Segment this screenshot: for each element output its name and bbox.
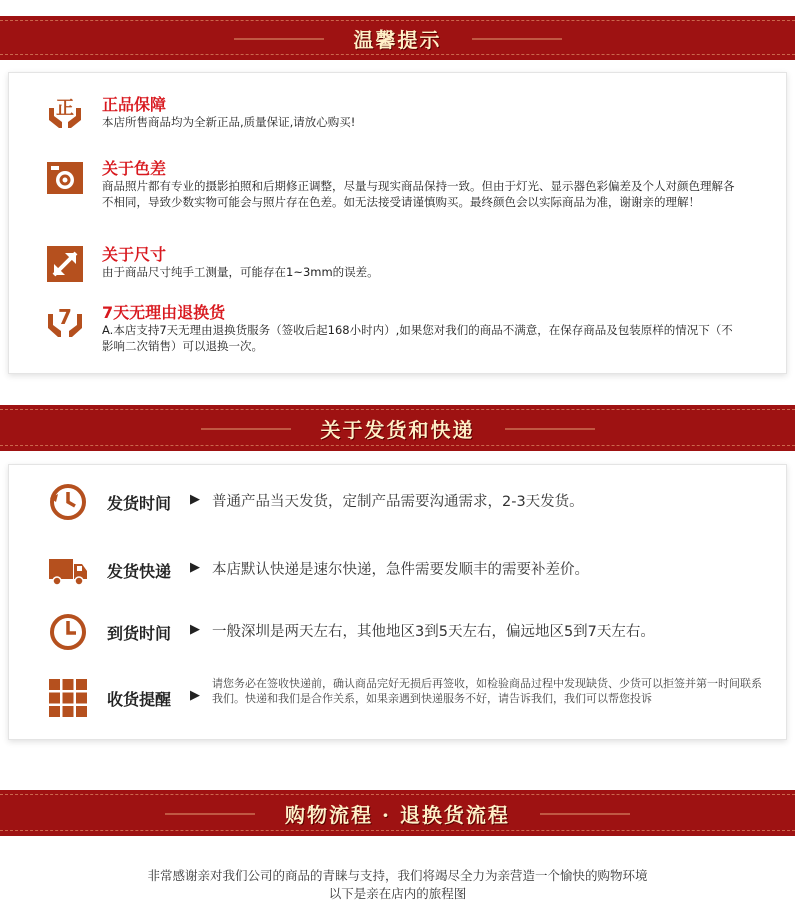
tip-text: 由于商品尺寸纯手工测量，可能存在1~3mm的误差。 [102, 265, 379, 279]
process-header-band [0, 790, 795, 836]
arrow-icon: ▶ [190, 492, 200, 507]
shipping-header-band [0, 405, 795, 451]
arrow-icon: ▶ [190, 560, 200, 575]
arrow-icon: ▶ [190, 622, 200, 637]
footer-line-1: 非常感谢亲对我们公司的商品的青睐与支持，我们将竭尽全力为亲营造一个愉快的购物环境 [147, 868, 648, 883]
row-text: 本店默认快递是速尔快递，急件需要发顺丰的需要补差价。 [212, 562, 589, 578]
shipping-row-courier [48, 550, 768, 590]
clock-icon [48, 612, 88, 652]
row-text: 普通产品当天发货，定制产品需要沟通需求，2-3天发货。 [212, 494, 584, 510]
tip-size [45, 242, 735, 288]
footer-line-2: 以下是亲在店内的旅程图 [328, 886, 467, 901]
tip-text: 本店所售商品均为全新正品,质量保证,请放心购买! [102, 115, 356, 129]
row-text: 请您务必在签收快递前，确认商品完好无损后再签收，如检验商品过程中发现缺货、少货可以拒签并第一时间联系我们。快递和我们是合作关系，如果亲遇到快递服务不好，请告诉我们，我们可以帮您投诉 [212, 677, 762, 705]
row-label: 发货时间 [107, 494, 172, 513]
grid-icon [48, 678, 88, 718]
tip-genuine [45, 92, 735, 142]
seven-day-return-icon [45, 302, 85, 342]
svg-text:正: 正 [56, 98, 74, 119]
shipping-header-title: 关于发货和快递 [291, 414, 505, 443]
truck-icon [48, 550, 88, 590]
row-text: 一般深圳是两天左右，其他地区3到5天左右，偏远地区5到7天左右。 [212, 624, 655, 640]
tip-return [45, 300, 735, 360]
tips-header-title: 温馨提示 [324, 24, 472, 53]
row-label: 收货提醒 [107, 690, 172, 709]
row-label: 到货时间 [107, 624, 172, 643]
tip-color [45, 156, 735, 226]
resize-arrow-icon [45, 244, 85, 284]
shipping-row-dispatch-time [48, 482, 768, 522]
process-header-title: 购物流程 · 退换货流程 [255, 799, 540, 828]
tip-title: 关于色差 [102, 159, 167, 178]
svg-text:7: 7 [58, 305, 72, 329]
tip-text: A.本店支持7天无理由退换货服务（签收后起168小时内）,如果您对我们的商品不满意，在保存商品及包装原样的情况下（不影响二次销售）可以退换一次。 [102, 323, 733, 353]
shipping-row-receipt-reminder [48, 678, 768, 724]
tip-title: 7天无理由退换货 [102, 303, 226, 322]
tips-header-band [0, 16, 795, 60]
row-label: 发货快递 [107, 562, 172, 581]
tip-title: 关于尺寸 [102, 245, 167, 264]
camera-icon [45, 158, 85, 198]
genuine-hands-icon [45, 94, 85, 134]
shipping-row-arrival-time [48, 612, 768, 652]
tip-text: 商品照片都有专业的摄影拍照和后期修正调整，尽量与现实商品保持一致。但由于灯光、显示器色彩偏差及个人对颜色理解各不相同，导致少数实物可能会与照片存在色差。如无法接受请谨慎购买。最终颜色会以实际商品为准，谢谢亲的理解！ [102, 179, 735, 209]
arrow-icon: ▶ [190, 688, 200, 703]
clock-icon [48, 482, 88, 522]
tip-title: 正品保障 [102, 95, 167, 114]
